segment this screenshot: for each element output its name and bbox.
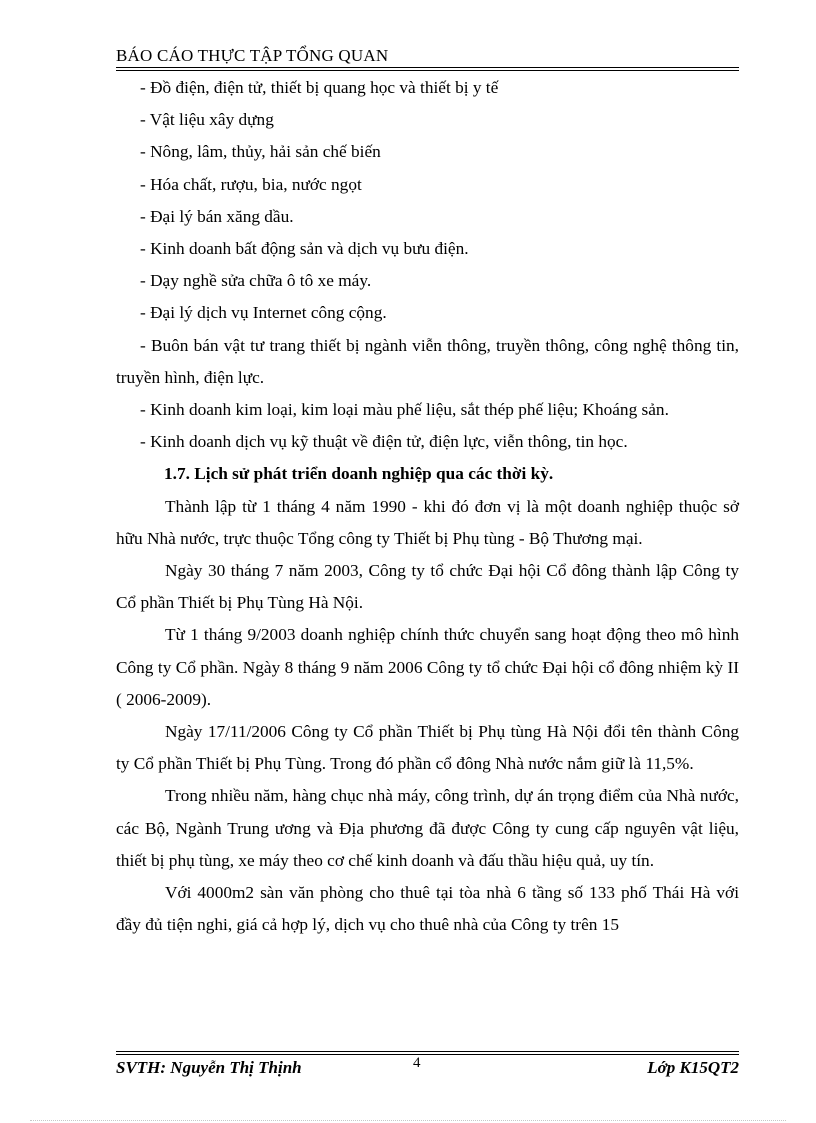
list-item: - Đại lý dịch vụ Internet công cộng. xyxy=(140,303,387,323)
page-number: 4 xyxy=(413,1055,421,1071)
footer-rule xyxy=(116,1051,739,1052)
document-body xyxy=(116,72,739,941)
footer-rule xyxy=(116,1054,739,1055)
header-rule xyxy=(116,70,739,71)
list-item: - Buôn bán vật tư trang thiết bị ngành viễn thông, truyền thông, công nghệ thông tin, truyền hình, điện lực. xyxy=(116,335,739,387)
list-item: - Vật liệu xây dựng xyxy=(140,110,274,130)
list-item: - Nông, lâm, thủy, hải sản chế biến xyxy=(140,142,381,162)
list-item: - Dạy nghề sửa chữa ô tô xe máy. xyxy=(140,271,372,291)
section-heading: 1.7. Lịch sử phát triển doanh nghiệp qua các thời kỳ. xyxy=(164,464,554,484)
page-edge-divider xyxy=(30,1120,786,1121)
header-rule xyxy=(116,67,739,68)
paragraph: Thành lập từ 1 tháng 4 năm 1990 - khi đó đơn vị là một doanh nghiệp thuộc sở hữu Nhà nước, trực thuộc Tổng công ty Thiết bị Phụ tùng - Bộ Thương mại. xyxy=(116,496,739,548)
list-item: - Đồ điện, điện tử, thiết bị quang học và thiết bị y tế xyxy=(140,78,499,97)
list-item: - Kinh doanh bất động sản và dịch vụ bưu điện. xyxy=(140,239,469,259)
page-header: BÁO CÁO THỰC TẬP TỔNG QUAN xyxy=(116,46,389,65)
paragraph: Ngày 30 tháng 7 năm 2003, Công ty tổ chức Đại hội Cổ đông thành lập Công ty Cổ phần Thiết bị Phụ Tùng Hà Nội. xyxy=(116,561,739,613)
list-item: - Kinh doanh kim loại, kim loại màu phế liệu, sắt thép phế liệu; Khoáng sản. xyxy=(140,400,669,420)
list-item: - Hóa chất, rượu, bia, nước ngọt xyxy=(140,174,362,194)
paragraph: Với 4000m2 sàn văn phòng cho thuê tại tòa nhà 6 tầng số 133 phố Thái Hà với đầy đủ tiện nghi, giá cả hợp lý, dịch vụ cho thuê nhà của Công ty trên 15 xyxy=(116,883,739,935)
list-item: - Kinh doanh dịch vụ kỹ thuật về điện tử, điện lực, viễn thông, tin học. xyxy=(140,432,628,452)
footer-class: Lớp K15QT2 xyxy=(647,1058,739,1077)
footer-student: SVTH: Nguyễn Thị Thịnh xyxy=(116,1058,302,1077)
paragraph: Từ 1 tháng 9/2003 doanh nghiệp chính thức chuyển sang hoạt động theo mô hình Công ty Cổ phần. Ngày 8 tháng 9 năm 2006 Công ty tổ chức Đại hội cổ đông nhiệm kỳ II ( 2006-2009). xyxy=(116,625,739,709)
paragraph: Ngày 17/11/2006 Công ty Cổ phần Thiết bị Phụ tùng Hà Nội đổi tên thành Công ty Cổ phần Thiết bị Phụ Tùng. Trong đó phần cổ đông Nhà nước nắm giữ là 11,5%. xyxy=(116,722,739,774)
paragraph: Trong nhiều năm, hàng chục nhà máy, công trình, dự án trọng điểm của Nhà nước, các Bộ, Ngành Trung ương và Địa phương đã được Công ty cung cấp nguyên vật liệu, thiết bị phụ tùng, xe máy theo cơ chế kinh doanh và đấu thầu hiệu quả, uy tín. xyxy=(116,786,739,870)
list-item: - Đại lý bán xăng dầu. xyxy=(140,206,294,226)
